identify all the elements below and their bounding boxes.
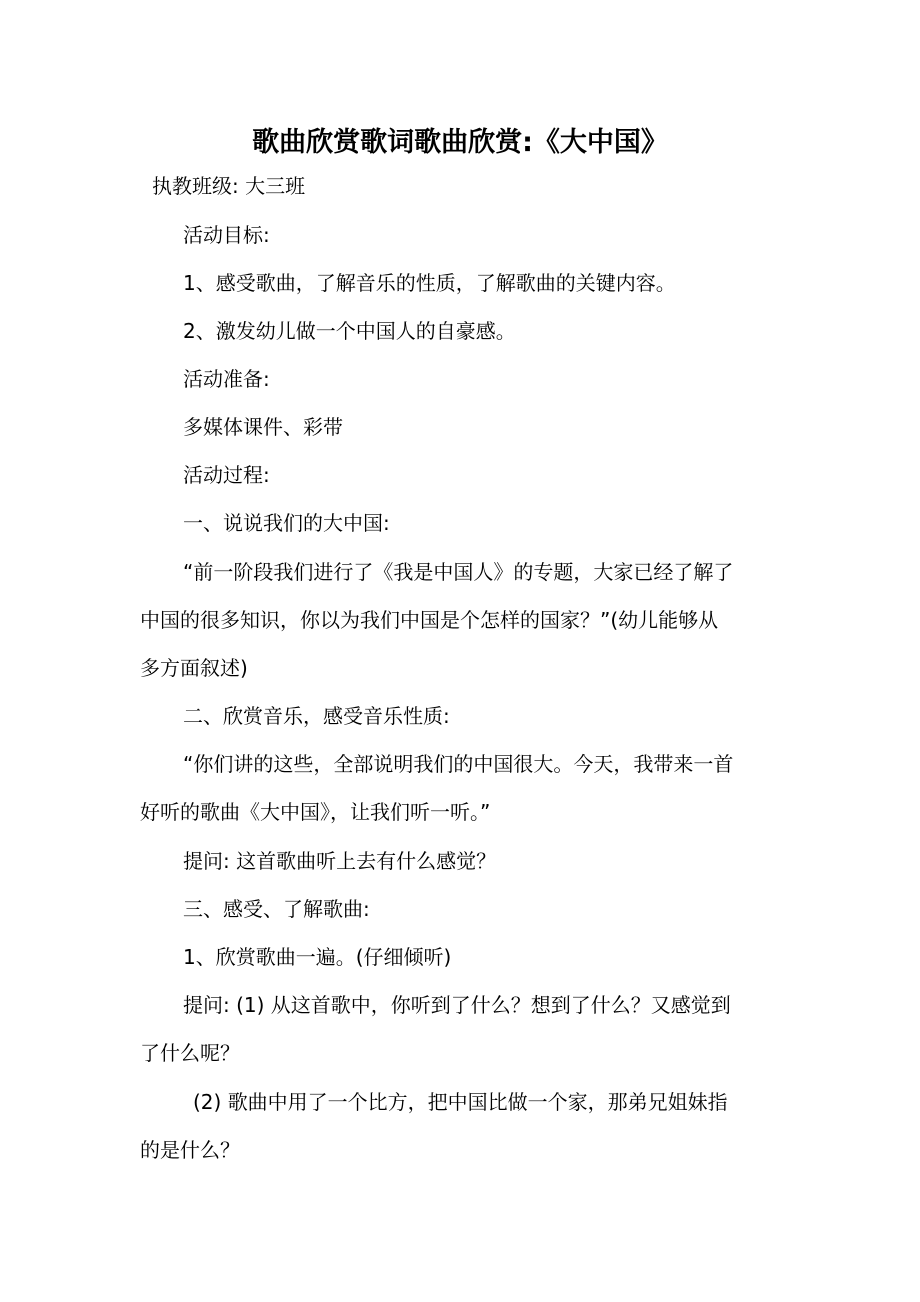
question-2-line-1: 提问: (1) 从这首歌中，你听到了什么？想到了什么？又感觉到 bbox=[183, 993, 731, 1017]
prep-heading: 活动准备: bbox=[183, 367, 270, 391]
objectives-heading: 活动目标: bbox=[183, 223, 270, 247]
class-line: 执教班级: 大三班 bbox=[152, 174, 306, 198]
objective-1: 1、感受歌曲，了解音乐的性质，了解歌曲的关键内容。 bbox=[183, 271, 676, 295]
paragraph-1-line-2: 中国的很多知识，你以为我们中国是个怎样的国家？”(幼儿能够从 bbox=[140, 608, 719, 632]
section-3-heading: 三、感受、了解歌曲: bbox=[183, 897, 370, 921]
paragraph-2-line-1: “你们讲的这些，全部说明我们的中国很大。今天，我带来一首 bbox=[183, 752, 734, 776]
prep-items: 多媒体课件、彩带 bbox=[183, 415, 343, 439]
paragraph-1-line-1: “前一阶段我们进行了《我是中国人》的专题，大家已经了解了 bbox=[183, 560, 734, 584]
question-2-line-2: 了什么呢？ bbox=[140, 1041, 240, 1065]
section-2-heading: 二、欣赏音乐，感受音乐性质: bbox=[183, 704, 450, 728]
document-title: 歌曲欣赏歌词歌曲欣赏:《大中国》 bbox=[252, 127, 668, 158]
step-1: 1、欣赏歌曲一遍。(仔细倾听) bbox=[183, 945, 452, 969]
paragraph-2-line-2: 好听的歌曲《大中国》，让我们听一听。” bbox=[140, 800, 491, 824]
question-3-line-2: 的是什么？ bbox=[140, 1138, 240, 1162]
process-heading: 活动过程: bbox=[183, 463, 270, 487]
objective-2: 2、激发幼儿做一个中国人的自豪感。 bbox=[183, 319, 516, 343]
question-3-line-1: (2) 歌曲中用了一个比方，把中国比做一个家，那弟兄姐妹指 bbox=[193, 1090, 728, 1114]
paragraph-1-line-3: 多方面叙述) bbox=[140, 656, 248, 680]
section-1-heading: 一、说说我们的大中国: bbox=[183, 511, 390, 535]
question-1: 提问: 这首歌曲听上去有什么感觉？ bbox=[183, 849, 497, 873]
